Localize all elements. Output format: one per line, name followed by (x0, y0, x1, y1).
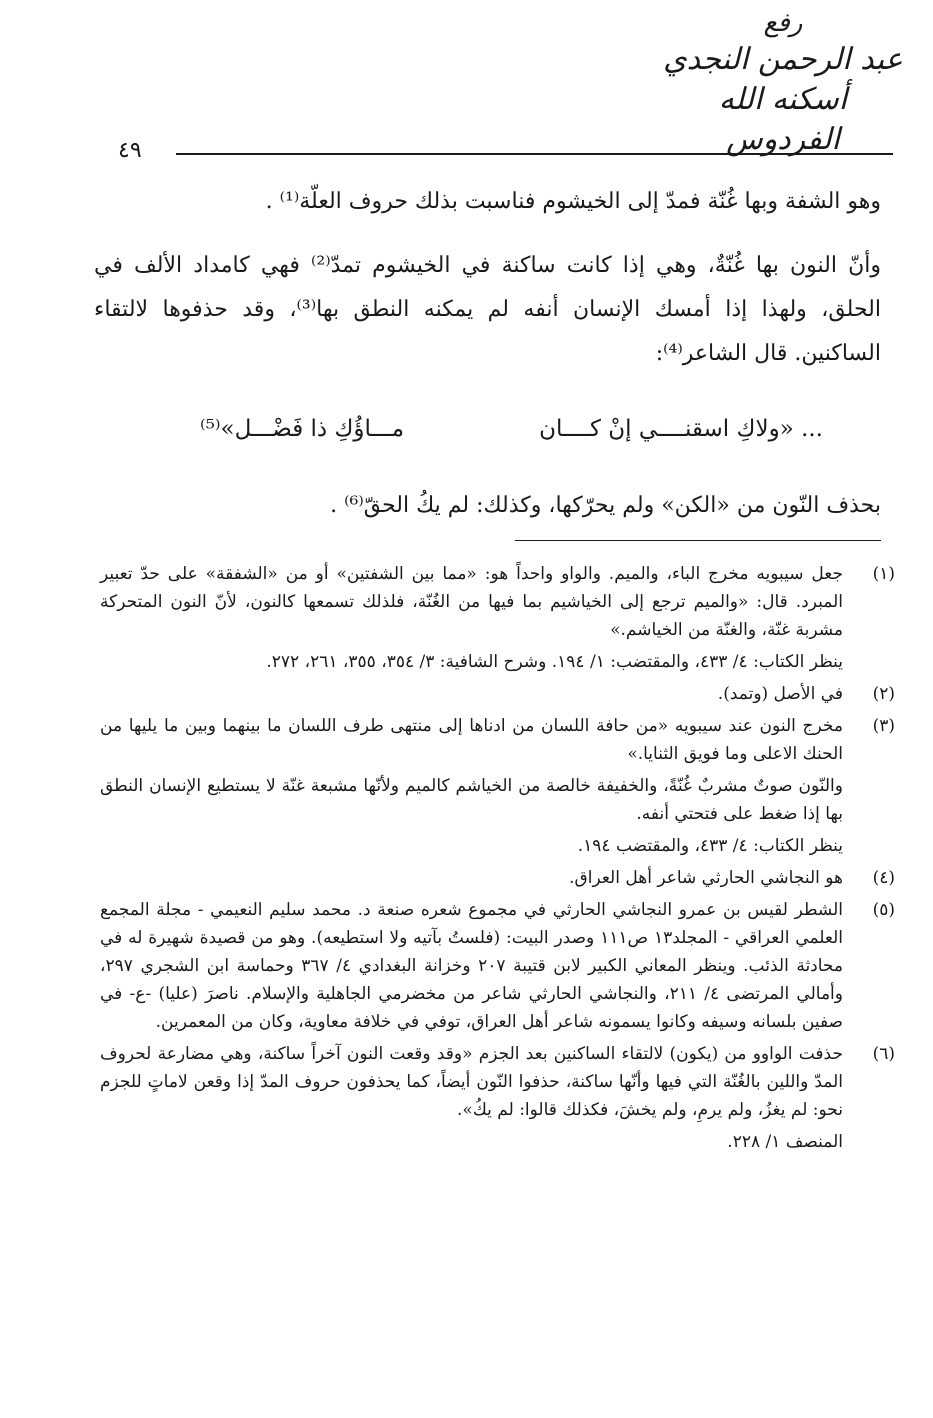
stamp-line-3: أسكنه الله الفردوس (718, 82, 848, 157)
footnote-text: الشطر لقيس بن عمرو النجاشي الحارثي في مجموع شعره صنعة د. محمد سليم النعيمي - مجلة المجمع العلمي العراقي - المجلد١٣ ص١١١ وصدر البيت: (فلستُ بآتيه ولا استطيعه). وهو من قصيدة شهيرة له في محادثة الذئب. وينظر المعاني الكبير لابن قتيبة ٢٠٧ وخزانة البغدادي ٤/ ٣٦٧ وحماسة ابن الشجري ٢٩٧، وأمالي المرتضى ٤/ ٢١١، والنجاشي الحارثي شاعر من مخضرمي الجاهلية والإسلام. ناصرَ (عليا) -ع- في صفين بلسانه وسيفه وكانوا يسمونه شاعر أهل العراق، توفي في خلافة معاوية، وكان من المعمرين. (100, 900, 844, 1032)
footnote-separator (515, 540, 881, 541)
footnote-1 (100, 560, 895, 676)
footnote-number: (١) (872, 564, 895, 584)
footnote-4 (100, 864, 895, 892)
footnote-3 (100, 712, 895, 860)
poetry-verse (160, 416, 823, 456)
footnote-2 (100, 680, 895, 708)
footnote-text: ينظر الكتاب: ٤/ ٤٣٣، والمقتضب: ١/ ١٩٤. وشرح الشافية: ٣/ ٣٥٤، ٣٥٥، ٢٦١، ٢٧٢. (266, 652, 843, 672)
footnotes (100, 560, 895, 1160)
footnote-number: (٦) (872, 1044, 895, 1064)
footnote-text: والنّون صوتٌ مشربٌ غُنّةً، والخفيفة خالصة من الخياشم كالميم ولأنّها مشبعة غنّة لا يستطيع الإنسان النطق بها إذا ضغط على فتحتي أنفه. (100, 776, 843, 824)
footnote-text: ينظر الكتاب: ٤/ ٤٣٣، والمقتضب ١٩٤. (577, 836, 843, 856)
footnote-body (100, 896, 843, 1036)
footnote-number: (٢) (872, 684, 895, 704)
footnote-number: (٥) (872, 900, 895, 920)
footnote-body (100, 864, 843, 892)
footnote-text: المنصف ١/ ٢٢٨. (727, 1132, 843, 1152)
footnote-text: في الأصل (وتمد). (717, 684, 843, 704)
footnote-text: هو النجاشي الحارثي شاعر أهل العراق. (569, 868, 843, 888)
footnote-number: (٤) (872, 868, 895, 888)
footnote-number: (٣) (872, 716, 895, 736)
main-paragraph-2: وأنّ النون بها غُنّةٌ، وهي إذا كانت ساكنة في الخيشوم تمدّ⁽²⁾ فهي كامداد الألف في الحلق، ولهذا إذا أمسك الإنسان أنفه لم يمكنه النطق بها⁽³⁾، وقد حذفوها لالتقاء الساكنين. قال الشاعر⁽⁴⁾: (94, 253, 881, 366)
ownership-stamp (663, 6, 903, 160)
footnote-body (100, 1040, 843, 1156)
main-paragraph-1: وهو الشفة وبها غُنّة فمدّ إلى الخيشوم فناسبت بذلك حروف العلّة⁽¹⁾ . (265, 189, 881, 214)
stamp-line-2: عبد الرحمن النجدي (663, 42, 903, 77)
main-paragraph-3: بحذف النّون من «الكن» ولم يحرّكها، وكذلك: لم يكُ الحقّ⁽⁶⁾ . (330, 493, 881, 518)
footnote-text: مخرج النون عند سيبويه «من حافة اللسان من ادناها إلى منتهى طرف اللسان ما بينهما وبين ما يليها من الحنك الاعلى وما فويق الثنايا.» (100, 716, 843, 764)
footnote-6 (100, 1040, 895, 1156)
footnote-body (100, 712, 843, 860)
stamp-line-1: رفع (763, 8, 803, 38)
main-text (94, 180, 881, 376)
footnote-text: حذفت الواوو من (يكون) لالتقاء الساكنين بعد الجزم «وقد وقعت النون آخراً ساكنة، وهي مضارعة لحروف المدّ واللين بالغُنّة التي فيها وأنّها ساكنة، حذفوا النّون أيضاً، كما يحذفون حروف المدّ إذا وقعن لاماتٍ للجزم نحو: لم يغزُ، ولم يرمِ، ولم يخشَ، فكذلك قالوا: لم يكُ». (100, 1044, 843, 1120)
footnote-5 (100, 896, 895, 1036)
footnote-text: جعل سيبويه مخرج الباء، والميم. والواو واحداً هو: «مما بين الشفتين» أو من «الشفقة» على حدّ تعبير المبرد. قال: «والميم ترجع إلى الخياشيم بما فيها من الغُنّة، فلذلك تسمعها كالنون، لأنّ النون المتحركة مشربة غنّة، والغنّة من الخياشم.» (100, 564, 843, 640)
footnote-body (100, 560, 843, 676)
page-number: ٤٩ (118, 138, 142, 163)
verse-hemistich-2: مـــاؤُكِ ذا فَضْـــل»⁽⁵⁾ (200, 416, 405, 442)
verse-hemistich-1: ... «ولاكِ اسقنــــي إنْ كــــان (539, 416, 823, 442)
header-rule (176, 153, 893, 155)
footnote-body (100, 680, 843, 708)
